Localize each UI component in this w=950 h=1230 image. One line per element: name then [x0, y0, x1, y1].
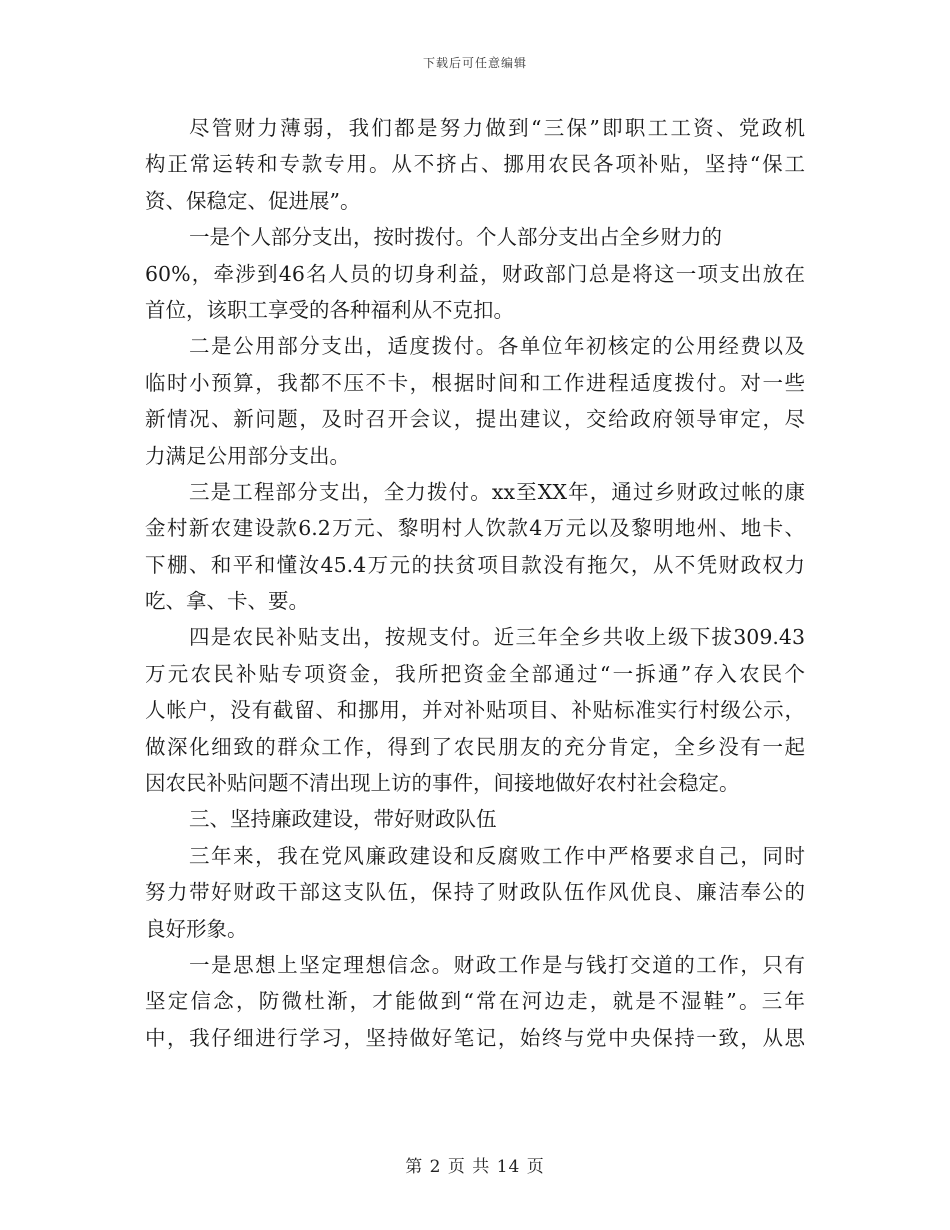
document-body: [145, 110, 805, 1056]
text-line: 良好形象。: [145, 916, 248, 941]
text-line: 首位，该职工享受的各种福利从不克扣。: [145, 297, 514, 322]
text-line: 金村新农建设款6.2万元、黎明村人饮款4万元以及黎明地州、地卡、: [145, 516, 805, 541]
text-line: 三年来，我在党风廉政建设和反腐败工作中严格要求自己，同时: [189, 843, 805, 868]
text-line: 三是工程部分支出，全力拨付。xx至XX年，通过乡财政过帐的康: [189, 479, 805, 504]
text-line: 二是公用部分支出，适度拨付。各单位年初核定的公用经费以及: [189, 334, 805, 359]
text-line: 四是农民补贴支出，按规支付。近三年全乡共收上级下拔309.43: [189, 625, 805, 650]
text-line: 努力带好财政干部这支队伍，保持了财政队伍作风优良、廉洁奉公的: [145, 880, 805, 905]
text-line: 因农民补贴问题不清出现上访的事件，间接地做好农村社会稳定。: [145, 771, 740, 796]
text-line: 尽管财力薄弱，我们都是努力做到“三保”即职工工资、党政机: [189, 116, 805, 140]
text-line: 力满足公用部分支出。: [145, 443, 350, 468]
page-number: 第 2 页 共 14 页: [405, 1157, 545, 1177]
text-line: 资、保稳定、促进展”。: [145, 188, 361, 213]
text-line: 临时小预算，我都不压不卡，根据时间和工作进程适度拨付。对一些: [145, 370, 805, 395]
text-line: 万元农民补贴专项资金，我所把资金全部通过“一拆通”存入农民个: [145, 661, 805, 686]
text-line: 一是个人部分支出，按时拨付。个人部分支出占全乡财力的: [189, 225, 722, 250]
text-line: 坚定信念，防微杜渐，才能做到“常在河边走，就是不湿鞋”。三年: [145, 989, 805, 1014]
text-line: 吃、拿、卡、要。: [145, 589, 309, 614]
text-line: 三、坚持廉政建设，带好财政队伍: [189, 807, 497, 832]
text-line: 60%，牵涉到46名人员的切身利益，财政部门总是将这一项支出放在: [145, 261, 805, 286]
text-line: 下棚、和平和懂汝45.4万元的扶贫项目款没有拖欠，从不凭财政权力: [145, 552, 805, 577]
page-header: 下载后可任意编辑: [422, 56, 527, 70]
text-line: 构正常运转和专款专用。从不挤占、挪用农民各项补贴，坚持“保工: [145, 152, 805, 177]
text-line: 人帐户，没有截留、和挪用，并对补贴项目、补贴标准实行村级公示，: [145, 698, 805, 723]
text-line: 中，我仔细进行学习，坚持做好笔记，始终与党中央保持一致，从思: [145, 1025, 805, 1050]
text-line: 一是思想上坚定理想信念。财政工作是与钱打交道的工作，只有: [189, 952, 805, 977]
text-line: 新情况、新问题，及时召开会议，提出建议，交给政府领导审定，尽: [145, 407, 805, 432]
text-line: 做深化细致的群众工作，得到了农民朋友的充分肯定，全乡没有一起: [145, 734, 805, 759]
